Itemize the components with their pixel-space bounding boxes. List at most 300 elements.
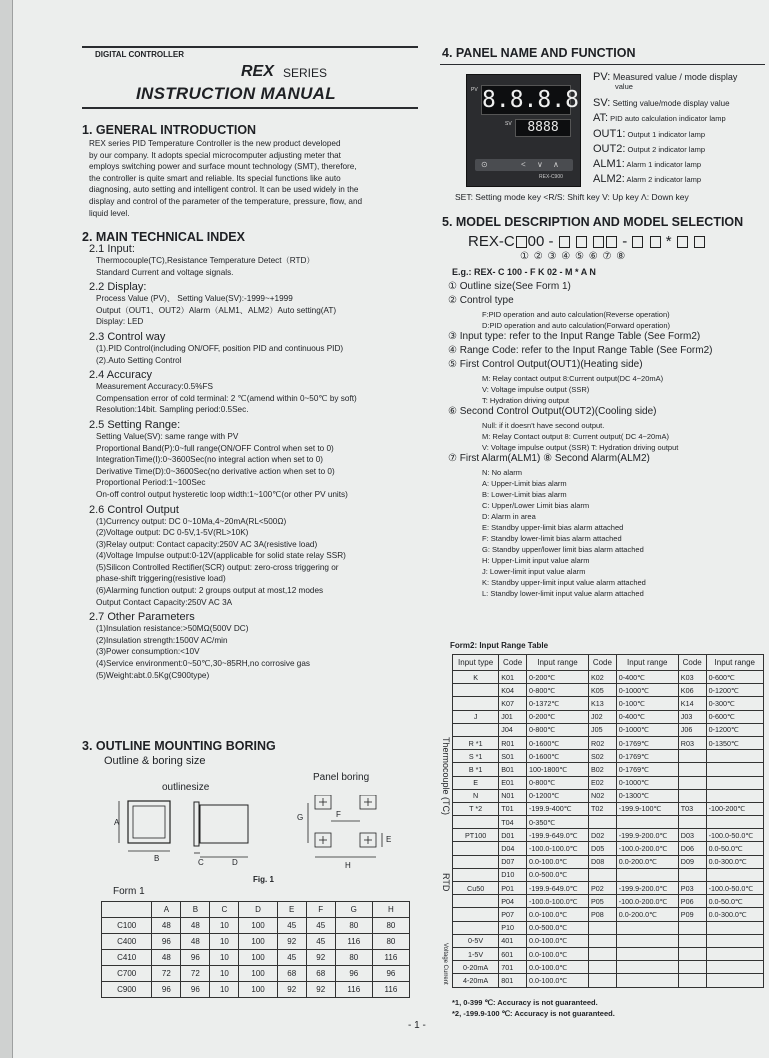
intro-line: employs switching power and surface mount technology (SMT), therefore,	[89, 162, 357, 172]
table-cell: 0-1769℃	[616, 750, 678, 763]
table-cell: -100.0-50.0℃	[706, 829, 763, 842]
table-cell: D	[239, 902, 277, 918]
table-cell: -100.0-50.0℃	[706, 882, 763, 895]
page-edge	[0, 0, 13, 1058]
intro-line: the controller is quite smart and reliable. Its special functions like auto	[89, 173, 341, 183]
table-cell: C700	[102, 966, 152, 982]
table-cell: 100	[239, 966, 277, 982]
table-row	[102, 918, 410, 934]
panel-legend	[593, 71, 763, 188]
model-item: ⑤ First Control Output(OUT1)(Heating side)	[448, 359, 643, 370]
table-cell: 96	[152, 982, 181, 998]
text-line: Output Contact Capacity:250V AC 3A	[96, 597, 233, 607]
model-item: ⑦ First Alarm(ALM1) ⑧ Second Alarm(ALM2)	[448, 453, 650, 464]
legend-desc: Setting value/mode display value	[612, 99, 730, 108]
legend-desc: PID auto calculation indicator lamp	[610, 114, 726, 123]
footnote-2: *2, -199.9-100 ℃: Accuracy is not guaranteed.	[452, 1009, 615, 1018]
text-line: (1)Currency output: DC 0~10Ma,4~20mA(RL<500Ω)	[96, 516, 287, 526]
table-cell: 116	[335, 934, 372, 950]
subsection-2-4: 2.4 Accuracy	[89, 369, 152, 382]
table-cell: 0-1600℃	[527, 736, 589, 749]
subsection-2-6: 2.6 Control Output	[89, 503, 179, 516]
text-line: (4)Voltage Impulse output:0-12V(applicable for solid state relay SSR)	[96, 551, 346, 561]
text-line: Null: if it doesn't have second output.	[482, 421, 605, 430]
key-row	[475, 159, 573, 171]
table-cell: 96	[181, 982, 210, 998]
legend-key: AT:	[593, 112, 609, 124]
table-cell: R01	[499, 736, 527, 749]
table-cell: Input range	[527, 655, 589, 671]
legend-desc: Alarm 2 indicator lamp	[626, 175, 702, 184]
text-line: C: Upper/Lower Limit bias alarm	[482, 501, 590, 510]
dim-e-label: E	[386, 835, 392, 844]
tc-side-label: Thermocouple (TC)	[441, 736, 451, 816]
table-cell	[589, 868, 617, 881]
table-cell: C	[210, 902, 239, 918]
legend-item	[593, 173, 763, 188]
intro-line: display and control of the parameter of the temperature, pressure, flow, and	[89, 196, 363, 206]
text-line: phase-shift triggering(resistive load)	[96, 574, 226, 584]
text-line: (4)Service environment:0~50℃,30~85RH,no corrosive gas	[96, 659, 310, 669]
table-cell: F	[306, 902, 335, 918]
subsection-2-2: 2.2 Display:	[89, 281, 147, 294]
table-cell: 0-1200℃	[706, 684, 763, 697]
table-cell: -100.0-100.0℃	[527, 842, 589, 855]
pv-display: 8.8.8.8	[482, 87, 579, 113]
footnote-1: *1, 0-399 ℃: Accuracy is not guaranteed.	[452, 998, 598, 1007]
table-cell: 10	[210, 950, 239, 966]
text-line: H: Upper-Limit input value alarm	[482, 556, 590, 565]
table-cell: 92	[277, 982, 306, 998]
table-cell: 0.0-50.0℃	[706, 842, 763, 855]
text-line: (5)Weight:abt.0.5Kg(C900type)	[96, 670, 210, 680]
table-cell: H	[372, 902, 409, 918]
table-row	[453, 763, 764, 776]
table-cell: 45	[277, 950, 306, 966]
text-line: Proportional Period:1~100Sec	[96, 478, 206, 488]
section-1-title: 1. GENERAL INTRODUCTION	[82, 123, 257, 137]
legend-desc: Measured value / mode display	[612, 72, 738, 82]
table-row	[102, 982, 410, 998]
table-cell: D07	[499, 855, 527, 868]
table-row	[453, 947, 764, 960]
table-cell	[706, 868, 763, 881]
table-cell	[453, 697, 499, 710]
table-row	[453, 750, 764, 763]
text-line: L: Standby lower-limit input value alarm attached	[482, 589, 644, 598]
table-cell: 80	[335, 918, 372, 934]
table-cell: 0-1200℃	[527, 789, 589, 802]
table-cell: J02	[589, 710, 617, 723]
text-line: Standard Current and voltage signals.	[96, 267, 234, 277]
table-cell: K07	[499, 697, 527, 710]
intro-line: by our company. It adopts special microcomputer adjusting meter that	[89, 150, 341, 160]
table-cell	[453, 921, 499, 934]
panel-boring-label: Panel boring	[313, 772, 370, 783]
table-cell: N01	[499, 789, 527, 802]
table-row	[102, 950, 410, 966]
table-cell: 48	[152, 918, 181, 934]
table-cell	[706, 947, 763, 960]
table-cell: 116	[372, 950, 409, 966]
volt-side-label: Voltage Current	[442, 943, 448, 985]
table-cell: 0-350℃	[527, 816, 589, 829]
table-cell: Code	[499, 655, 527, 671]
text-line: Compensation error of cold terminal: 2 ℃(amend within 0~50℃ by soft)	[96, 393, 357, 403]
table-cell: 0.0-200.0℃	[616, 908, 678, 921]
table-cell: P02	[589, 882, 617, 895]
table-cell	[706, 750, 763, 763]
code-positions: ① ② ③ ④ ⑤ ⑥ ⑦ ⑧	[520, 251, 626, 262]
table-cell	[706, 776, 763, 789]
table-cell: 100	[239, 950, 277, 966]
table-cell: T *2	[453, 802, 499, 815]
subsection-2-5: 2.5 Setting Range:	[89, 418, 181, 431]
text-line: E: Standby upper-limit bias alarm attached	[482, 523, 624, 532]
table-cell: 601	[499, 947, 527, 960]
table-cell: P05	[589, 895, 617, 908]
table-cell	[678, 750, 706, 763]
table-cell	[453, 895, 499, 908]
table-cell: K04	[499, 684, 527, 697]
table-cell: J06	[678, 723, 706, 736]
subsection-2-3: 2.3 Control way	[89, 330, 166, 343]
sv-display: 8888	[515, 119, 571, 137]
code-box	[516, 236, 527, 248]
header-rule	[82, 46, 418, 48]
table-cell: 0.0-500.0℃	[527, 921, 589, 934]
table-cell: D04	[499, 842, 527, 855]
table-cell: J01	[499, 710, 527, 723]
model-item: ④ Range Code: refer to the Input Range Table (See Form2)	[448, 345, 713, 356]
text-line: (1).PID Control(including ON/OFF, position PID and continuous PID)	[96, 343, 344, 353]
table-cell	[706, 934, 763, 947]
code-box	[559, 236, 570, 248]
text-line: Resolution:14bit. Sampling period:0.5Sec.	[96, 405, 249, 415]
intro-line: liquid level.	[89, 208, 130, 218]
text-line: (5)Silicon Controlled Rectifier(SCR) output: zero-cross triggering or	[96, 562, 339, 572]
table-cell: K01	[499, 671, 527, 684]
table-cell: 0.0-100.0℃	[527, 908, 589, 921]
table-cell: 68	[306, 966, 335, 982]
model-item: ② Control type	[448, 295, 514, 306]
table-row	[453, 710, 764, 723]
table-cell	[678, 947, 706, 960]
table-cell	[678, 961, 706, 974]
table-cell: K	[453, 671, 499, 684]
table-cell: P06	[678, 895, 706, 908]
table-cell: 0-1769℃	[616, 736, 678, 749]
table-cell	[453, 842, 499, 855]
page-number: - 1 -	[408, 1020, 426, 1031]
table-cell	[678, 974, 706, 987]
table-cell	[706, 974, 763, 987]
manual-title: INSTRUCTION MANUAL	[136, 84, 336, 103]
text-line: T: Hydration driving output	[482, 396, 570, 405]
table-cell: 0-800℃	[527, 723, 589, 736]
table-cell: P03	[678, 882, 706, 895]
form1-table	[101, 901, 410, 998]
table-cell: 96	[181, 950, 210, 966]
text-line: Process Value (PV)、 Setting Value(SV):-1999~+1999	[96, 294, 293, 304]
table-row	[453, 816, 764, 829]
rtd-side-label: RTD	[441, 872, 451, 892]
table-cell: P07	[499, 908, 527, 921]
text-line: On-off control output hysteretic loop width:1~100℃(or other PV units)	[96, 489, 348, 499]
subsection-2-7: 2.7 Other Parameters	[89, 611, 195, 624]
table-cell: S01	[499, 750, 527, 763]
dim-h-label: H	[345, 861, 351, 870]
table-cell: 68	[277, 966, 306, 982]
text-line: (1)Insulation resistance:>50MΩ(500V DC)	[96, 624, 249, 634]
model-suffix: 00	[527, 233, 545, 250]
table-cell	[616, 868, 678, 881]
table-header-row	[453, 655, 764, 671]
table-cell: Code	[678, 655, 706, 671]
table-cell	[616, 961, 678, 974]
table-row	[453, 789, 764, 802]
table-cell: 0-400℃	[616, 710, 678, 723]
table-cell: 10	[210, 918, 239, 934]
table-cell: 80	[372, 934, 409, 950]
table-cell: J04	[499, 723, 527, 736]
pv-tag: PV	[471, 87, 478, 93]
table-cell: 401	[499, 934, 527, 947]
table-cell	[589, 921, 617, 934]
table-cell	[453, 816, 499, 829]
dim-c-label: C	[198, 858, 204, 867]
table-cell	[678, 763, 706, 776]
text-line: Output（OUT1、OUT2）Alarm（ALM1、ALM2）Auto setting(AT)	[96, 305, 337, 315]
table-cell: 0-1600℃	[527, 750, 589, 763]
table-cell: PT100	[453, 829, 499, 842]
form2-body	[453, 671, 764, 988]
table-cell	[678, 789, 706, 802]
legend-desc: Alarm 1 indicator lamp	[626, 160, 702, 169]
table-cell	[706, 816, 763, 829]
table-cell: 0-800℃	[527, 684, 589, 697]
text-line: M: Relay contact output 8:Current output(DC 4~20mA)	[482, 374, 664, 383]
table-cell: -199.9-200.0℃	[616, 829, 678, 842]
table-cell	[589, 961, 617, 974]
text-line: K: Standby upper-limit input value alarm attached	[482, 578, 646, 587]
legend-key: SV:	[593, 97, 611, 109]
table-cell: 0.0-100.0℃	[527, 974, 589, 987]
table-cell: D09	[678, 855, 706, 868]
table-row	[453, 921, 764, 934]
table-cell: 0.0-200.0℃	[616, 855, 678, 868]
table-cell: J03	[678, 710, 706, 723]
table-row	[453, 934, 764, 947]
text-line: D:PID operation and auto calculation(Forward operation)	[482, 321, 671, 330]
table-cell: D03	[678, 829, 706, 842]
table-cell: C900	[102, 982, 152, 998]
text-line: Setting Value(SV): same range with PV	[96, 431, 239, 441]
table-cell: D01	[499, 829, 527, 842]
model-code-line: REX-C 00 - - *	[468, 233, 706, 250]
table-cell: S *1	[453, 750, 499, 763]
model-item: ⑥ Second Control Output(OUT2)(Cooling side)	[448, 406, 657, 417]
text-line: F:PID operation and auto calculation(Reverse operation)	[482, 310, 670, 319]
text-line: (3)Power consumption:<10V	[96, 647, 200, 657]
table-cell: Input range	[706, 655, 763, 671]
table-cell: E02	[589, 776, 617, 789]
table-cell: R02	[589, 736, 617, 749]
table-cell: 0.0-50.0℃	[706, 895, 763, 908]
legend-item	[593, 128, 763, 143]
keys-legend: SET: Setting mode key <R/S: Shift key V: Up key Λ: Down key	[455, 192, 689, 202]
table-cell: P09	[678, 908, 706, 921]
table-cell: 92	[277, 934, 306, 950]
table-cell	[706, 789, 763, 802]
table-cell: D08	[589, 855, 617, 868]
table-row	[453, 895, 764, 908]
table-cell: 10	[210, 966, 239, 982]
table-cell: 0.0-300.0℃	[706, 855, 763, 868]
text-line: Display: LED	[96, 317, 144, 327]
table-cell: -100-200℃	[706, 802, 763, 815]
table-cell: 0-400℃	[616, 671, 678, 684]
table-row	[453, 776, 764, 789]
legend-item	[593, 112, 763, 128]
series-label: SERIES	[283, 66, 328, 80]
table-cell: 801	[499, 974, 527, 987]
legend-key: OUT1:	[593, 128, 626, 140]
table-row	[453, 868, 764, 881]
table-cell: 0-200℃	[527, 710, 589, 723]
table-cell: Cu50	[453, 882, 499, 895]
table-cell: -199.9-200.0℃	[616, 882, 678, 895]
table-cell: 0-200℃	[527, 671, 589, 684]
table-cell	[453, 908, 499, 921]
code-box	[677, 236, 688, 248]
table-cell: T04	[499, 816, 527, 829]
table-cell: 116	[335, 982, 372, 998]
table-cell: 45	[306, 918, 335, 934]
table-cell: 0-300℃	[706, 697, 763, 710]
table-cell: B	[181, 902, 210, 918]
legend-desc: value	[615, 82, 633, 91]
example-code: E.g.: REX- C 100 - F K 02 - M * A N	[452, 267, 596, 277]
table-cell: E01	[499, 776, 527, 789]
table-cell: -199.9-649.0℃	[527, 882, 589, 895]
table-cell: P01	[499, 882, 527, 895]
model-item: ① Outline size(See Form 1)	[448, 281, 571, 292]
code-box	[650, 236, 661, 248]
table-cell: B02	[589, 763, 617, 776]
table-cell: 0-1372℃	[527, 697, 589, 710]
table-cell: 0-1000℃	[616, 776, 678, 789]
table-cell: 72	[181, 966, 210, 982]
table-cell: 48	[181, 934, 210, 950]
table-cell	[453, 684, 499, 697]
table-row	[453, 697, 764, 710]
table-cell: E	[277, 902, 306, 918]
table-cell: J05	[589, 723, 617, 736]
table-cell: 96	[372, 966, 409, 982]
table-cell	[678, 868, 706, 881]
table-cell: 0-100℃	[616, 697, 678, 710]
code-box	[606, 236, 617, 248]
table-cell	[589, 934, 617, 947]
text-line: Measurement Accuracy:0.5%FS	[96, 382, 213, 392]
table-cell: 0-600℃	[706, 671, 763, 684]
table-cell: P04	[499, 895, 527, 908]
table-cell: R03	[678, 736, 706, 749]
table-cell	[616, 947, 678, 960]
table-cell	[616, 934, 678, 947]
table-cell	[678, 934, 706, 947]
dim-f-label: F	[336, 810, 341, 819]
table-row	[453, 842, 764, 855]
text-line: D: Alarm in area	[482, 512, 536, 521]
table-cell: 45	[306, 934, 335, 950]
table-cell: T03	[678, 802, 706, 815]
table-cell: 72	[152, 966, 181, 982]
table-row	[453, 855, 764, 868]
table-cell: 0-1769℃	[616, 763, 678, 776]
shift-key[interactable]: <	[521, 160, 526, 169]
section-2-title: 2. MAIN TECHNICAL INDEX	[82, 230, 245, 244]
table-cell: A	[152, 902, 181, 918]
model-item: ③ Input type: refer to the Input Range Table (See Form2)	[448, 331, 701, 342]
table-cell: B *1	[453, 763, 499, 776]
rex-brand: REX	[241, 63, 274, 80]
table-cell	[678, 776, 706, 789]
text-line: Proportional Band(P):0~full range(ON/OFF Control when set to 0)	[96, 443, 334, 453]
table-cell: 100	[239, 934, 277, 950]
table-cell: 1-5V	[453, 947, 499, 960]
legend-key: OUT2:	[593, 143, 626, 155]
table-cell: Input type	[453, 655, 499, 671]
table-cell: B01	[499, 763, 527, 776]
table-row	[102, 934, 410, 950]
table-row	[453, 802, 764, 815]
table-cell: 0.0-500.0℃	[527, 868, 589, 881]
up-key[interactable]: ∧	[553, 160, 559, 169]
section-4-title: 4. PANEL NAME AND FUNCTION	[442, 46, 636, 60]
text-line: (2)Insulation strength:1500V AC/min	[96, 635, 228, 645]
table-cell: K02	[589, 671, 617, 684]
table-cell	[616, 974, 678, 987]
table-cell: 100	[239, 918, 277, 934]
table-cell: 701	[499, 961, 527, 974]
table-cell: 0-1300℃	[616, 789, 678, 802]
table-cell: D10	[499, 868, 527, 881]
text-line: Derivative Time(D):0~3600Sec(no derivative action when set to 0)	[96, 466, 335, 476]
table-cell: 0.0-100.0℃	[527, 855, 589, 868]
table-cell: -199.9-649.0℃	[527, 829, 589, 842]
legend-item	[593, 158, 763, 173]
down-key[interactable]: ∨	[537, 160, 543, 169]
table-cell: 4-20mA	[453, 974, 499, 987]
table-cell: 80	[335, 950, 372, 966]
text-line: Thermocouple(TC),Resistance Temperature Detect（RTD）	[96, 256, 315, 265]
table-header-row	[102, 902, 410, 918]
set-key[interactable]: ⊙	[481, 160, 488, 169]
table-row	[102, 966, 410, 982]
table-cell: T02	[589, 802, 617, 815]
table-cell	[706, 961, 763, 974]
table-cell: 100-1800℃	[527, 763, 589, 776]
table-row	[453, 974, 764, 987]
text-line: (6)Alarming function output: 2 groups output at most,12 modes	[96, 586, 324, 596]
table-cell	[616, 816, 678, 829]
table-cell: D05	[589, 842, 617, 855]
table-cell: 92	[306, 982, 335, 998]
table-cell: 0-1000℃	[616, 723, 678, 736]
table-cell: 10	[210, 982, 239, 998]
